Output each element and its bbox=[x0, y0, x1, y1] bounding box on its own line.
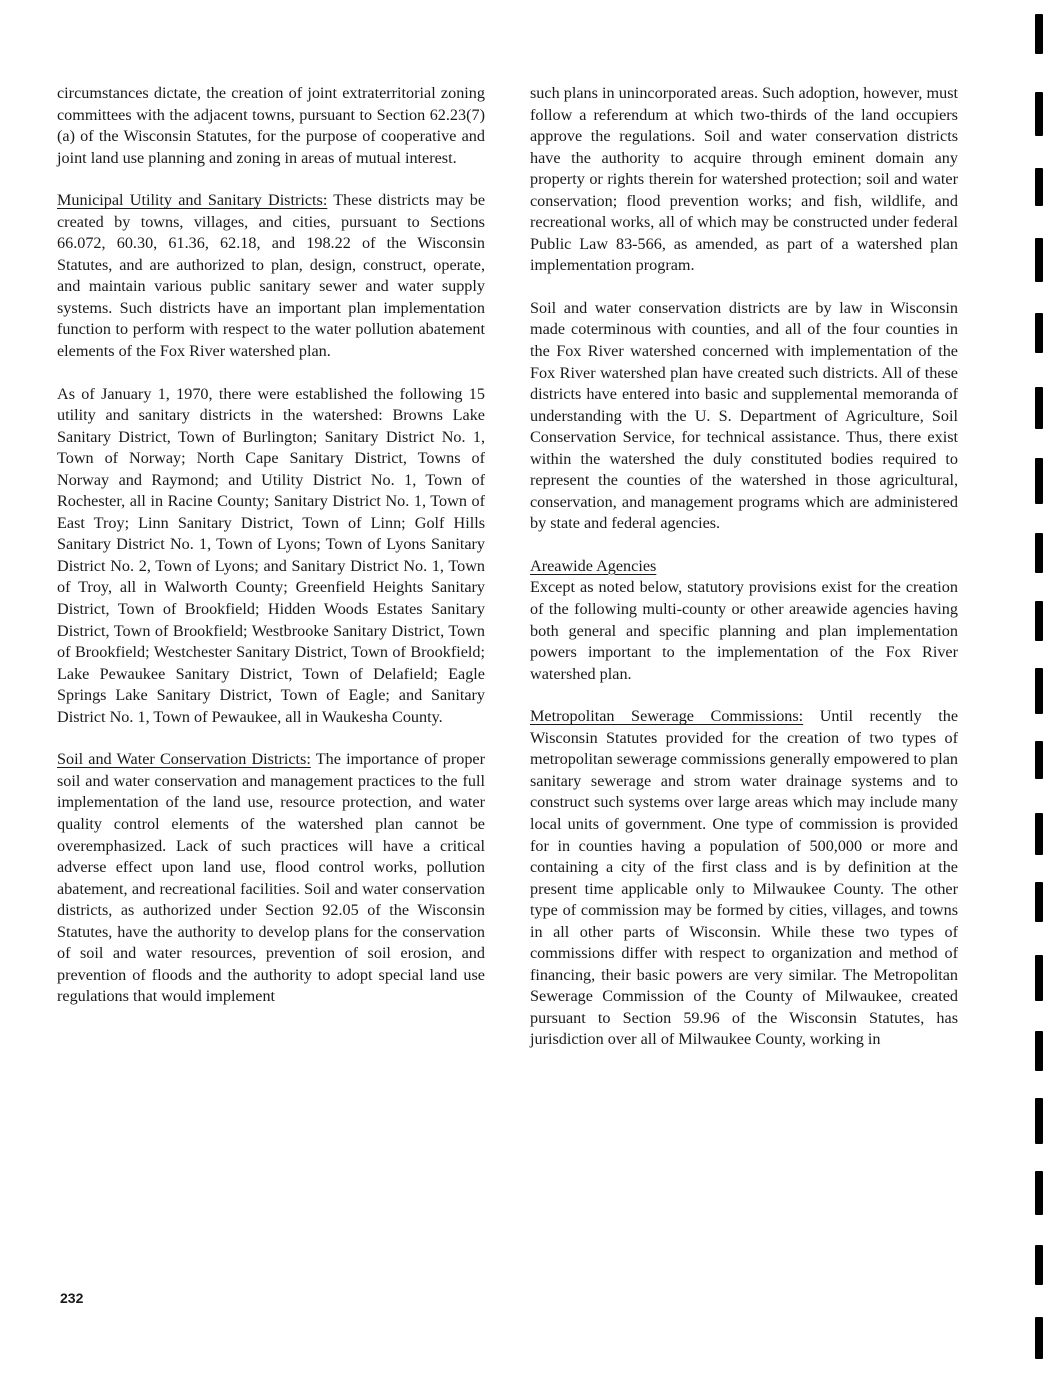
sewerage-commissions-body: Until recently the Wisconsin Statutes provided for the creation of two types of metropolitan sewerage commissions generally empowered to plan sanitary sewerage and strom water drainage systems and to construct such systems over large areas which may include many local units of government. One type of commission is provided for in counties having a population of 500,000 or more and containing a city of the first class and is by definition at the present time applicable only to Milwaukee County. The other type of commission may be formed by cities, villages, and towns in all other parts of Wisconsin. While these two types of commissions differ with respect to organization and method of financing, their basic powers are very similar. The Metropolitan Sewerage Commission of the County of Milwaukee, created pursuant to Section 59.96 of the Wisconsin Statutes, has jurisdiction over all of Milwaukee County, working in bbox=[530, 707, 958, 1049]
heading-areawide-agencies: Areawide Agencies bbox=[530, 556, 657, 575]
binding-mark bbox=[1035, 955, 1043, 1001]
binding-mark bbox=[1035, 1245, 1043, 1285]
binding-mark bbox=[1035, 1098, 1043, 1144]
paragraph-soil-water-districts bbox=[57, 749, 485, 1008]
binding-mark bbox=[1035, 238, 1043, 282]
binding-mark bbox=[1035, 387, 1043, 429]
paragraph-joint-zoning: circumstances dictate, the creation of joint extraterritorial zoning committees with the adjacent towns, pursuant to Section 62.23(7)(a) of the Wisconsin Statutes, for the purpose of cooperative and joint land use planning and zoning in areas of mutual interest. bbox=[57, 84, 485, 167]
binding-mark bbox=[1035, 813, 1043, 855]
binding-mark bbox=[1035, 313, 1043, 353]
binding-mark bbox=[1035, 92, 1043, 136]
paragraph-sewerage-commissions bbox=[530, 706, 958, 1051]
heading-soil-water-conservation-districts: Soil and Water Conservation Districts: bbox=[57, 750, 311, 769]
right-column bbox=[530, 83, 958, 1072]
left-column bbox=[57, 83, 485, 1029]
binding-marks bbox=[1031, 0, 1051, 1379]
heading-metropolitan-sewerage-commissions: Metropolitan Sewerage Commissions: bbox=[530, 707, 804, 726]
binding-mark bbox=[1035, 533, 1043, 573]
page-number: 232 bbox=[60, 1290, 84, 1306]
soil-water-districts-body: The importance of proper soil and water conservation and management practices to the full implementation of the land use, resource protection, and water quality control elements of the watershed plan cannot be overemphasized. Lack of such practices will have a critical adverse effect upon land use, flood control works, pollution abatement, and recreational facilities. Soil and water conservation districts, as authorized under Section 92.05 of the Wisconsin Statutes, have the authority to develop plans for the conservation of soil and water resources, prevention of soil erosion, and prevention of floods and the authority to adopt special land use regulations that would implement bbox=[57, 750, 485, 1006]
paragraph-coterminous-districts: Soil and water conservation districts are by law in Wisconsin made coterminous with counties, and all of the four counties in the Fox River watershed concerned with implementation of the Fox River watershed plan have created such districts. All of these districts have entered into basic and supplemental memoranda of understanding with the U. S. Department of Agriculture, Soil Conservation Service, for technical assistance. Thus, there exist within the watershed the duly constituted bodies required to represent the counties of the watershed in those agricultural, conservation, and management programs which are administered by state and federal agencies. bbox=[530, 298, 958, 533]
binding-mark bbox=[1035, 668, 1043, 714]
paragraph-areawide-agencies bbox=[530, 556, 958, 685]
binding-mark bbox=[1035, 1317, 1043, 1359]
binding-mark bbox=[1035, 1171, 1043, 1215]
binding-mark bbox=[1035, 1031, 1043, 1071]
binding-mark bbox=[1035, 601, 1043, 641]
binding-mark bbox=[1035, 14, 1043, 54]
paragraph-district-list: As of January 1, 1970, there were established the following 15 utility and sanitary districts in the watershed: Browns Lake Sanitary District, Town of Burlington; Sanitary District No. 1, Town of Norway; North Cape Sanitary District, Towns of Norway and Raymond; and Utility District No. 1, Town of Rochester, all in Racine County; Sanitary District No. 1, Town of East Troy; Linn Sanitary District, Town of Linn; Golf Hills Sanitary District No. 1, Town of Lyons; Town of Lyons Sanitary District No. 2, Town of Lyons; and Sanitary District No. 1, Town of Troy, all in Walworth County; Greenfield Heights Sanitary District, Town of Brookfield; Hidden Woods Estates Sanitary District, Town of Brookfield; Westbrooke Sanitary District, Town of Brookfield; Westchester Sanitary District, Town of Brookfield; Lake Pewaukee Sanitary District, Town of Delafield; Eagle Springs Lake Sanitary District, Town of Eagle; and Sanitary District No. 1, Town of Pewaukee, all in Waukesha County. bbox=[57, 384, 485, 726]
binding-mark bbox=[1035, 168, 1043, 206]
paragraph-utility-districts bbox=[57, 190, 485, 362]
areawide-agencies-body: Except as noted below, statutory provisions exist for the creation of the following multi-county or other areawide agencies having both general and specific planning and plan implementation powers important to the implementation of the Fox River watershed plan. bbox=[530, 578, 958, 683]
paragraph-district-powers: such plans in unincorporated areas. Such adoption, however, must follow a referendum at which two-thirds of the land occupiers approve the regulations. Soil and water conservation districts have the authority to acquire through eminent domain any property or rights therein for watershed protection; soil and water conservation; flood prevention works; and fish, wildlife, and recreational works, all of which may be constructed under federal Public Law 83-566, as amended, as part of a watershed plan implementation program. bbox=[530, 84, 958, 275]
binding-mark bbox=[1035, 741, 1043, 779]
binding-mark bbox=[1035, 458, 1043, 504]
binding-mark bbox=[1035, 882, 1043, 922]
heading-utility-sanitary-districts: Municipal Utility and Sanitary Districts: bbox=[57, 191, 328, 210]
utility-districts-body: These districts may be created by towns, villages, and cities, pursuant to Sections 66.072, 60.30, 61.36, 62.18, and 198.22 of the Wisconsin Statutes, and are authorized to plan, design, construct, operate, and maintain various public sanitary sewer and water supply systems. Such districts have an important plan implementation function to perform with respect to the water pollution abatement elements of the Fox River watershed plan. bbox=[57, 191, 485, 361]
